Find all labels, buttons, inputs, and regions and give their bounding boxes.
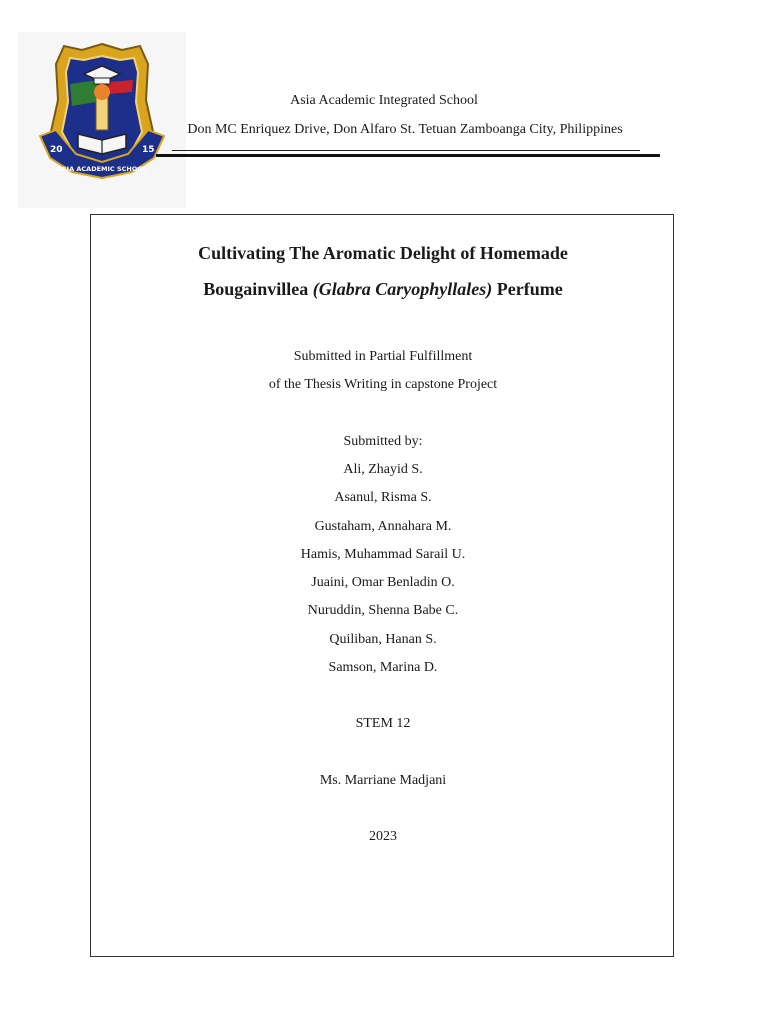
flame-icon bbox=[94, 84, 110, 100]
thesis-title-line-2 bbox=[91, 279, 675, 300]
title-prefix: Bougainvillea bbox=[203, 279, 313, 299]
author-name: Ali, Zhayid S. bbox=[343, 462, 423, 477]
thesis-title-line-1: Cultivating The Aromatic Delight of Homemade bbox=[198, 243, 568, 263]
submitted-by-label: Submitted by: bbox=[343, 434, 423, 449]
author-name: Juaini, Omar Benladin O. bbox=[311, 575, 455, 590]
header-rule-thin bbox=[172, 150, 640, 151]
submission-line-2: of the Thesis Writing in capstone Project bbox=[268, 377, 498, 392]
author-name: Hamis, Muhammad Sarail U. bbox=[300, 547, 466, 562]
adviser-name: Ms. Marriane Madjani bbox=[319, 773, 447, 788]
submission-line-1: Submitted in Partial Fulfillment bbox=[293, 349, 473, 364]
logo-year-right: 15 bbox=[142, 145, 155, 155]
school-address: Don MC Enriquez Drive, Don Alfaro St. Tetuan Zamboanga City, Philippines bbox=[187, 122, 623, 137]
school-logo bbox=[36, 40, 168, 182]
logo-year-left: 20 bbox=[50, 145, 63, 155]
header-rule-thick bbox=[156, 154, 660, 157]
title-scientific-name: (Glabra Caryophyllales) bbox=[312, 279, 493, 299]
author-name: Quiliban, Hanan S. bbox=[329, 632, 437, 647]
school-name: Asia Academic Integrated School bbox=[290, 93, 478, 108]
title-page-frame bbox=[90, 214, 674, 957]
author-name: Gustaham, Annahara M. bbox=[314, 519, 452, 534]
strand-label: STEM 12 bbox=[355, 716, 411, 731]
logo-banner-text: ASIA ACADEMIC SCHOOL bbox=[56, 165, 148, 173]
year-label: 2023 bbox=[369, 829, 397, 844]
author-name: Samson, Marina D. bbox=[328, 660, 438, 675]
author-name: Asanul, Risma S. bbox=[334, 490, 432, 505]
author-name: Nuruddin, Shenna Babe C. bbox=[307, 603, 459, 618]
title-suffix: Perfume bbox=[492, 279, 563, 299]
